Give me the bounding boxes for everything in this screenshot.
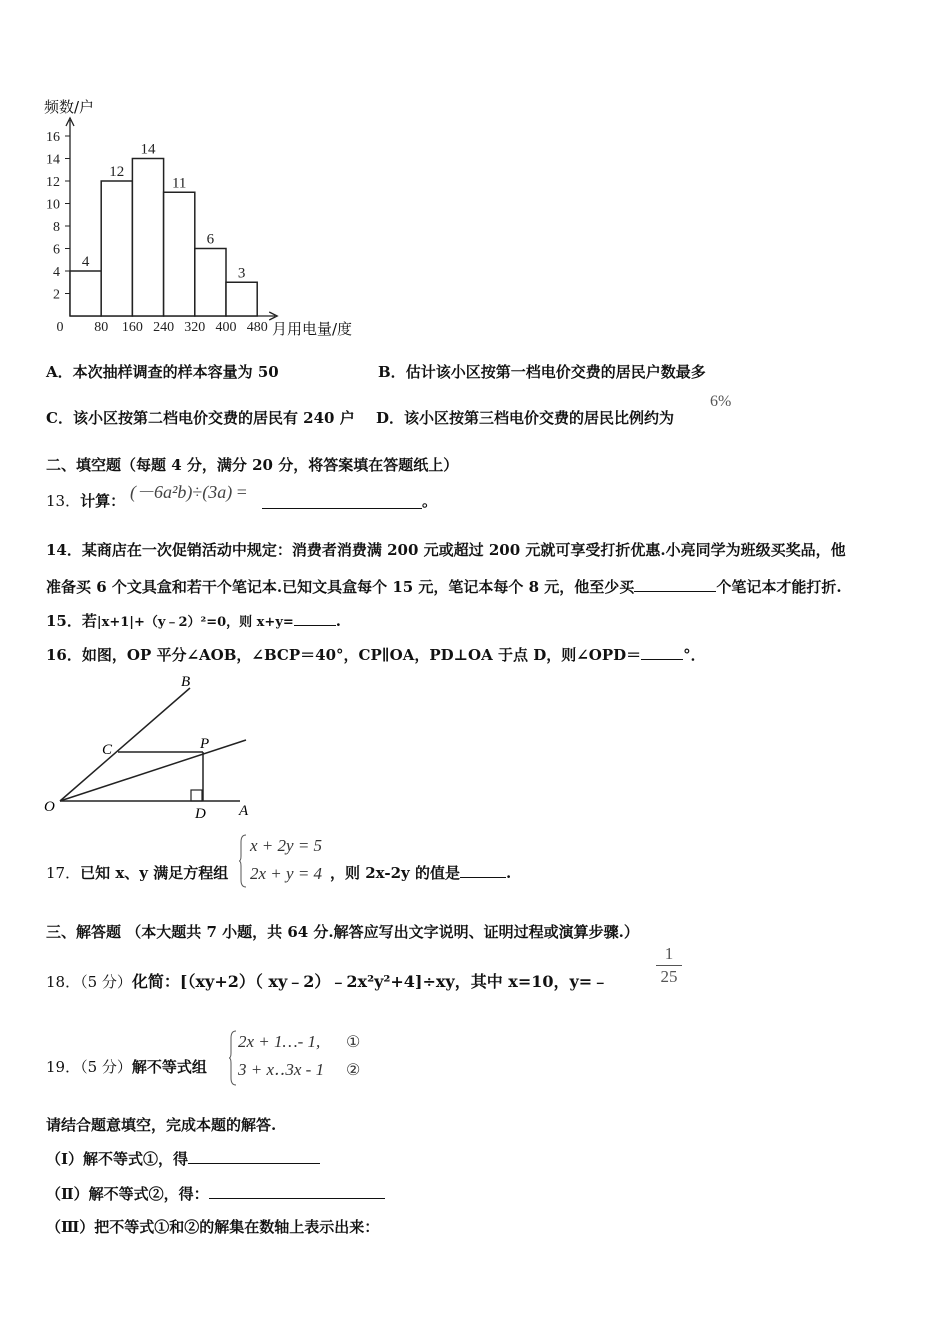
- x-tick-label: 400: [215, 320, 237, 335]
- q17-num: 17．: [46, 864, 81, 882]
- q16-end: °．: [683, 646, 706, 664]
- q19-step2-blank[interactable]: [209, 1184, 385, 1199]
- q14-line2: [46, 576, 842, 597]
- bar-value-label: 12: [109, 164, 125, 180]
- label-p: P: [200, 736, 210, 752]
- q15: [46, 610, 341, 631]
- q15-answer-blank[interactable]: [294, 611, 336, 626]
- q17-answer-blank[interactable]: [460, 863, 506, 878]
- q13-label: 计算：: [80, 492, 126, 510]
- q17-post: [330, 862, 511, 883]
- histogram-bar: [101, 181, 132, 316]
- y-tick-label: 14: [46, 152, 60, 168]
- label-a: A: [239, 803, 249, 819]
- q14-answer-blank[interactable]: [634, 577, 716, 592]
- choice-d-value: 6%: [710, 393, 732, 410]
- y-tick-label: 16: [46, 130, 60, 145]
- q13-end: 。: [422, 492, 438, 510]
- histogram-bar: [164, 192, 195, 316]
- histogram-bar: [195, 249, 226, 317]
- bar-value-label: 14: [140, 141, 156, 158]
- x-tick-label: 80: [94, 320, 109, 335]
- q18-frac-den: 25: [660, 967, 678, 986]
- q19-step1: [46, 1148, 320, 1169]
- q16-text: 16．如图，OP 平分∠AOB，∠BCP＝40°，CP∥OA，PD⊥OA 于点 D，则∠OPD＝: [46, 646, 642, 664]
- chart-x-axis-title: 月用电量/度: [272, 320, 353, 338]
- q15-expr: |x+1|+（y﹣2）²=0，则 x+y=: [96, 615, 294, 630]
- label-o: O: [44, 799, 55, 815]
- q17-eq2: 2x + y = 4: [250, 864, 323, 883]
- x-tick-label: 0: [56, 320, 64, 335]
- histogram-bar: [132, 159, 163, 317]
- chart-y-axis-title: 频数/户: [44, 98, 95, 116]
- histogram-bar: [226, 282, 257, 316]
- choice-a-text: 本次抽样调查的样本容量为 50: [72, 363, 279, 381]
- choice-c: [46, 407, 355, 428]
- section2-heading: 二、填空题（每题 4 分，满分 20 分，将答案填在答题纸上）: [46, 456, 459, 474]
- q13-expr-op: ÷: [192, 482, 203, 502]
- y-tick-label: 4: [53, 265, 60, 280]
- q14-line1: 14．某商店在一次促销活动中规定：消费者消费满 200 元或超过 200 元就可享受打折优惠.小亮同学为班级买奖品，他: [46, 541, 846, 559]
- q18-frac-bar: [656, 965, 682, 966]
- ray-op: [60, 740, 246, 801]
- choice-b: [378, 361, 706, 382]
- q18-text: 化简：[（xy+2）（ xy﹣2）﹣2x²y²+4]÷xy，其中 x=10，y=﹣: [131, 972, 609, 991]
- q18-frac-num: 1: [664, 944, 674, 963]
- q19-num: 19．（5 分）: [46, 1058, 132, 1076]
- bar-value-label: 4: [81, 254, 90, 270]
- bar-value-label: 11: [171, 175, 187, 192]
- y-tick-label: 6: [53, 242, 60, 258]
- choice-d: [376, 407, 674, 428]
- label-d: D: [195, 806, 206, 822]
- bar-value-label: 6: [206, 231, 215, 248]
- q18-num: 18．（5 分）: [46, 973, 132, 991]
- choice-b-label: B．: [378, 363, 406, 381]
- q17-system: [238, 834, 338, 888]
- choice-a: [46, 361, 279, 382]
- q13: [46, 490, 125, 511]
- q19-pre-text: 解不等式组: [131, 1058, 207, 1076]
- choice-d-label: D．: [376, 409, 405, 427]
- q19-step3: （Ⅲ）把不等式①和②的解集在数轴上表示出来：: [46, 1218, 380, 1236]
- chart-bars: [70, 159, 257, 317]
- q13-expr-eq: =: [236, 482, 247, 502]
- bar-value-label: 3: [237, 265, 246, 282]
- choice-c-text: 该小区按第二档电价交费的居民有 240 户: [72, 409, 355, 427]
- q19-ineq1: 2x + 1…- 1,: [238, 1032, 321, 1051]
- right-angle-mark: [191, 790, 202, 801]
- label-c: C: [102, 742, 113, 758]
- q19-step2-text: （Ⅱ）解不等式②，得：: [46, 1185, 209, 1203]
- q19-instruction: 请结合题意填空，完成本题的解答.: [46, 1116, 277, 1134]
- x-tick-label: 320: [184, 320, 206, 335]
- q19-pre: [46, 1056, 207, 1077]
- x-tick-label: 480: [246, 320, 268, 335]
- y-tick-label: 8: [53, 220, 60, 235]
- q13-expr-b: (3a): [202, 482, 233, 502]
- q13-answer-blank[interactable]: [262, 494, 422, 509]
- x-tick-label: 160: [121, 320, 143, 335]
- q13-num: 13．: [46, 492, 81, 510]
- q18: [46, 969, 608, 992]
- q17-brace: [238, 834, 248, 888]
- y-tick-label: 2: [53, 287, 60, 303]
- label-b: B: [181, 674, 191, 690]
- q17-post-text: ，则 2x-2y 的值是: [330, 864, 460, 882]
- choice-b-text: 估计该小区按第一档电价交费的居民户数最多: [405, 363, 706, 381]
- y-tick-label: 10: [46, 197, 60, 213]
- q14-line2a: 准备买 6 个文具盒和若干个笔记本.已知文具盒每个 15 元，笔记本每个 8 元，他至少买: [46, 578, 635, 596]
- q17-end: .: [505, 864, 512, 882]
- q19-step1-blank[interactable]: [188, 1149, 320, 1164]
- q16-figure: [40, 670, 270, 825]
- histogram-bar: [70, 271, 101, 316]
- q19-ineq2: 3 + x‥3x - 1: [238, 1060, 325, 1079]
- choice-d-text: 该小区按第三档电价交费的居民比例约为: [404, 409, 675, 427]
- q17-eq1: x + 2y = 5: [250, 836, 323, 855]
- histogram-chart: [0, 0, 950, 345]
- q15-num: 15．若: [46, 612, 97, 630]
- q19-system: [228, 1030, 378, 1086]
- q17-pre-text: 已知 x、y 满足方程组: [80, 864, 229, 882]
- section3-heading: 三、解答题 （本大题共 7 小题，共 64 分.解答应写出文字说明、证明过程或演算步骤.）: [46, 923, 639, 941]
- x-tick-label: 240: [153, 320, 175, 335]
- q19-ineq1-mark: ①: [346, 1034, 361, 1051]
- q16: [46, 644, 706, 665]
- q14-line2b: 个笔记本才能打折.: [716, 578, 842, 596]
- q19-ineq2-mark: ②: [346, 1062, 361, 1079]
- q13-expr-a: (－6a²b): [130, 482, 193, 502]
- q15-end: .: [335, 612, 341, 630]
- q19-step1-text: （I）解不等式①，得: [46, 1150, 189, 1168]
- q19-step2: [46, 1183, 385, 1204]
- q17-pre: [46, 862, 228, 883]
- y-tick-label: 12: [46, 175, 60, 190]
- choice-a-label: A．: [46, 363, 73, 381]
- q13-expression: [130, 478, 247, 504]
- q16-answer-blank[interactable]: [641, 645, 683, 660]
- q18-fraction: [656, 944, 682, 987]
- ray-ob: [60, 688, 190, 801]
- q19-brace: [228, 1030, 238, 1086]
- choice-c-label: C．: [46, 409, 73, 427]
